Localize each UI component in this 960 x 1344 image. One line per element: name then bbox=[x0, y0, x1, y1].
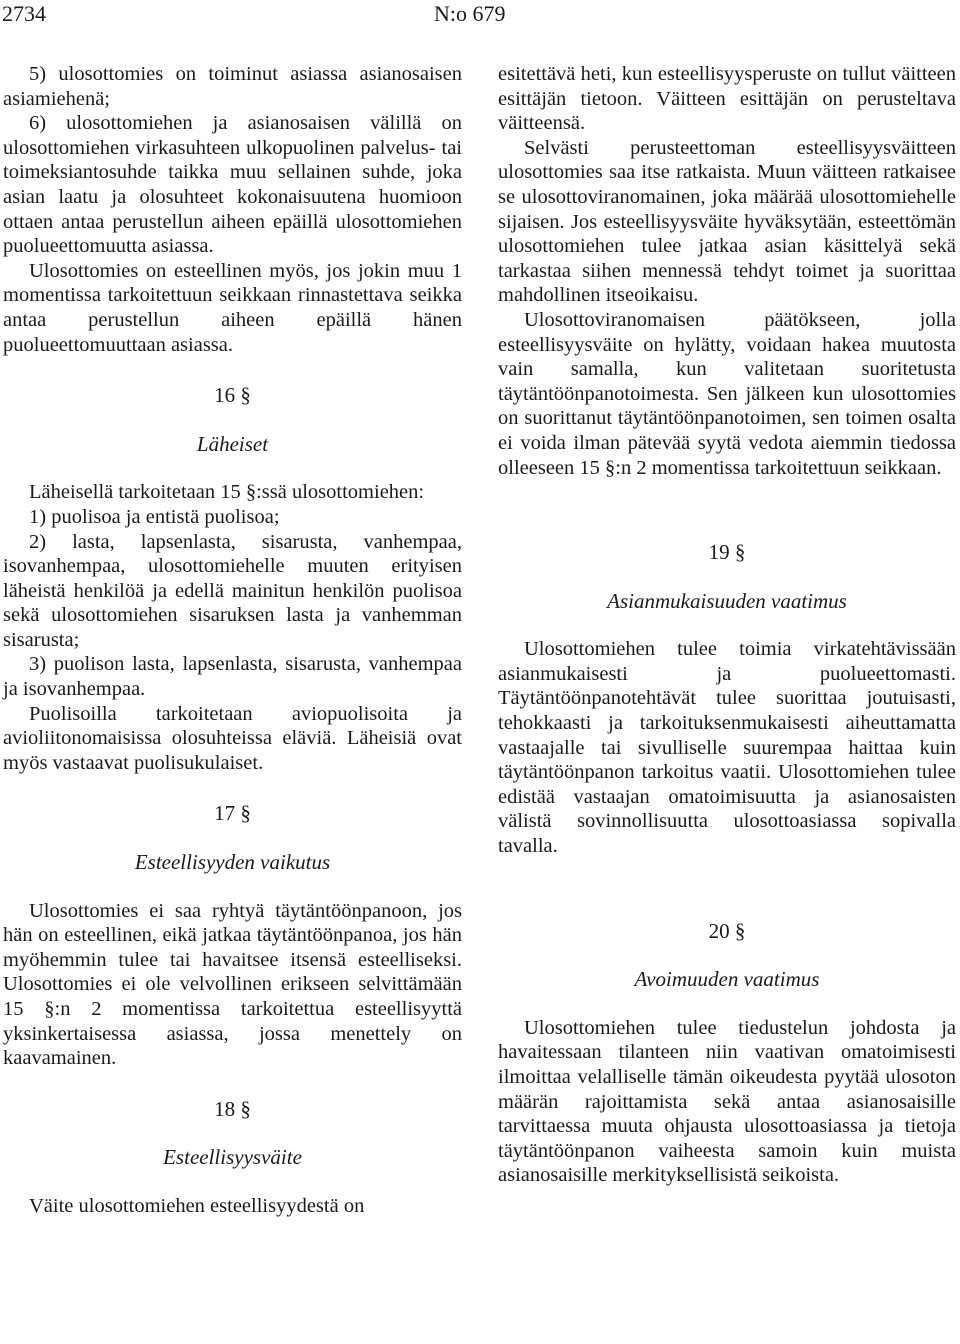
paragraph: esitettävä heti, kun esteellisyysperuste on tullut väitteen esittäjän tietoon. Väitteen esittäjän on perusteltava väitteensä. bbox=[498, 63, 956, 135]
right-column bbox=[498, 62, 956, 1188]
paragraph: Selvästi perusteettoman esteellisyysväitteen ulosottomies saa itse ratkaista. Muun väitteen ratkaisee se ulosottoviranomainen, joka määrää ulosottomiehelle sijaisen. Jos esteellisyysväite hyväksytään, esteettömän ulosottomiehen tulee jatkaa asian käsittelyä sekä tarkastaa siihen mennessä tehdyt toimet ja suorittaa mahdollinen itseoikaisu. bbox=[498, 136, 956, 307]
section-number: 19 § bbox=[708, 540, 746, 565]
list-item: 6) ulosottomiehen ja asianosaisen välillä on ulosottomiehen virkasuhteen ulkopuolinen palvelus- tai toimeksiantosuhde taikka muu sellainen suhde, joka asian laatu ja olosuhteet kokonaisuutena huomioon ottaen antaa perustellun aiheen epäillä ulosottomiehen puolueettomuutta asiassa. bbox=[3, 112, 462, 258]
section-title: Esteellisyyden vaikutus bbox=[134, 850, 331, 875]
paragraph: Ulosottomiehen tulee toimia virkatehtävissään asianmukaisesti ja puolueettomasti. Täytäntöönpanotehtävät tulee suorittaa joutuisasti, tehokkaasti ja tarkoituksenmukaisesti aiheuttamatta vastaajalle tai sivulliselle suurempaa haittaa kuin täytäntöönpanon tarkoitus vaatii. Ulosottomiehen tulee edistää vastaajan omatoimisuutta ja asianosaisten välistä sovinnollisuutta ulosottoasiassa sopivalla tavalla. bbox=[498, 638, 956, 858]
list-item: 1) puolisoa ja entistä puolisoa; bbox=[29, 505, 280, 528]
paragraph: Ulosottomies on esteellinen myös, jos jokin muu 1 momentissa tarkoitettuun seikkaan rinnastettava seikka antaa perustellun aiheen epäillä hänen puolueettomuuttaan asiassa. bbox=[3, 259, 462, 356]
paragraph: Ulosottomiehen tulee tiedustelun johdosta ja havaitessaan tilanteen niin vaativan omatoimisesti ilmoittaa velalliselle tämän oikeudesta pyytää ulosoton määrän rajoittamista sekä antaa asianosaisille tarvittaessa muuta ohjausta ulosottoasiassa ja tietoja täytäntöönpanon vaiheesta samoin kuin muista asianosaisille merkityksellisistä seikoista. bbox=[498, 1016, 956, 1187]
paragraph: Ulosottoviranomaisen päätökseen, jolla esteellisyysväite on hylätty, voidaan hakea muutosta vain samalla, kun valitetaan suoritetusta täytäntöönpanotoimesta. Sen jälkeen kun ulosottomies on suorittanut täytäntöönpanotoimen, sen toimen osalta ei voida ilman pätevää syytä vedota aiemmin tiedossa olleeseen 15 §:n 2 momentissa tarkoitettuun seikkaan. bbox=[498, 308, 956, 479]
section-18 bbox=[3, 1097, 462, 1219]
section-title: Asianmukaisuuden vaatimus bbox=[607, 588, 847, 613]
section-title: Avoimuuden vaatimus bbox=[634, 967, 820, 992]
act-number: N:o 679 bbox=[434, 1, 506, 26]
section-16 bbox=[3, 383, 462, 775]
section-20 bbox=[498, 919, 956, 1188]
page-number: 2734 bbox=[2, 1, 46, 26]
list-item: 3) puolison lasta, lapsenlasta, sisarusta, vanhempaa ja isovanhempaa. bbox=[3, 653, 462, 701]
section-title: Esteellisyysväite bbox=[163, 1145, 302, 1170]
page-header bbox=[2, 2, 958, 28]
left-column bbox=[3, 62, 462, 1219]
paragraph: Läheisellä tarkoitetaan 15 §:ssä ulosottomiehen: bbox=[29, 481, 425, 504]
section-number: 20 § bbox=[708, 918, 746, 943]
list-item: 5) ulosottomies on toiminut asiassa asianosaisen asiamiehenä; bbox=[3, 63, 462, 110]
section-number: 16 § bbox=[214, 383, 251, 408]
paragraph: Ulosottomies ei saa ryhtyä täytäntöönpanoon, jos hän on esteellinen, eikä jatkaa täytäntöönpanoa, jos hän myöhemmin tulee tai havaitsee itsensä esteelliseksi. Ulosottomies ei ole velvollinen erikseen selvittämään 15 §:n 2 momentissa tarkoitettua esteellisyyttä yksinkertaisessa asiassa, jossa menettely on kaavamainen. bbox=[3, 899, 462, 1070]
section-number: 18 § bbox=[214, 1096, 251, 1121]
paragraph: Puolisoilla tarkoitetaan aviopuolisoita ja avioliitonomaisissa olosuhteissa eläviä. Läheisiä ovat myös vastaavat puolisukulaiset. bbox=[3, 702, 462, 774]
paragraph: Väite ulosottomiehen esteellisyydestä on bbox=[29, 1194, 365, 1217]
section-17 bbox=[3, 801, 462, 1070]
section-title: Läheiset bbox=[196, 431, 269, 456]
section-19 bbox=[498, 540, 956, 859]
section-number: 17 § bbox=[214, 801, 251, 826]
list-item: 2) lasta, lapsenlasta, sisarusta, vanhempaa, isovanhempaa, ulosottomiehelle muuten erityisen läheistä henkilöä ja edellä mainitun henkilön puolisoa sekä ulosottomiehen sisaruksen lasta ja vanhemman sisarusta; bbox=[3, 530, 462, 651]
